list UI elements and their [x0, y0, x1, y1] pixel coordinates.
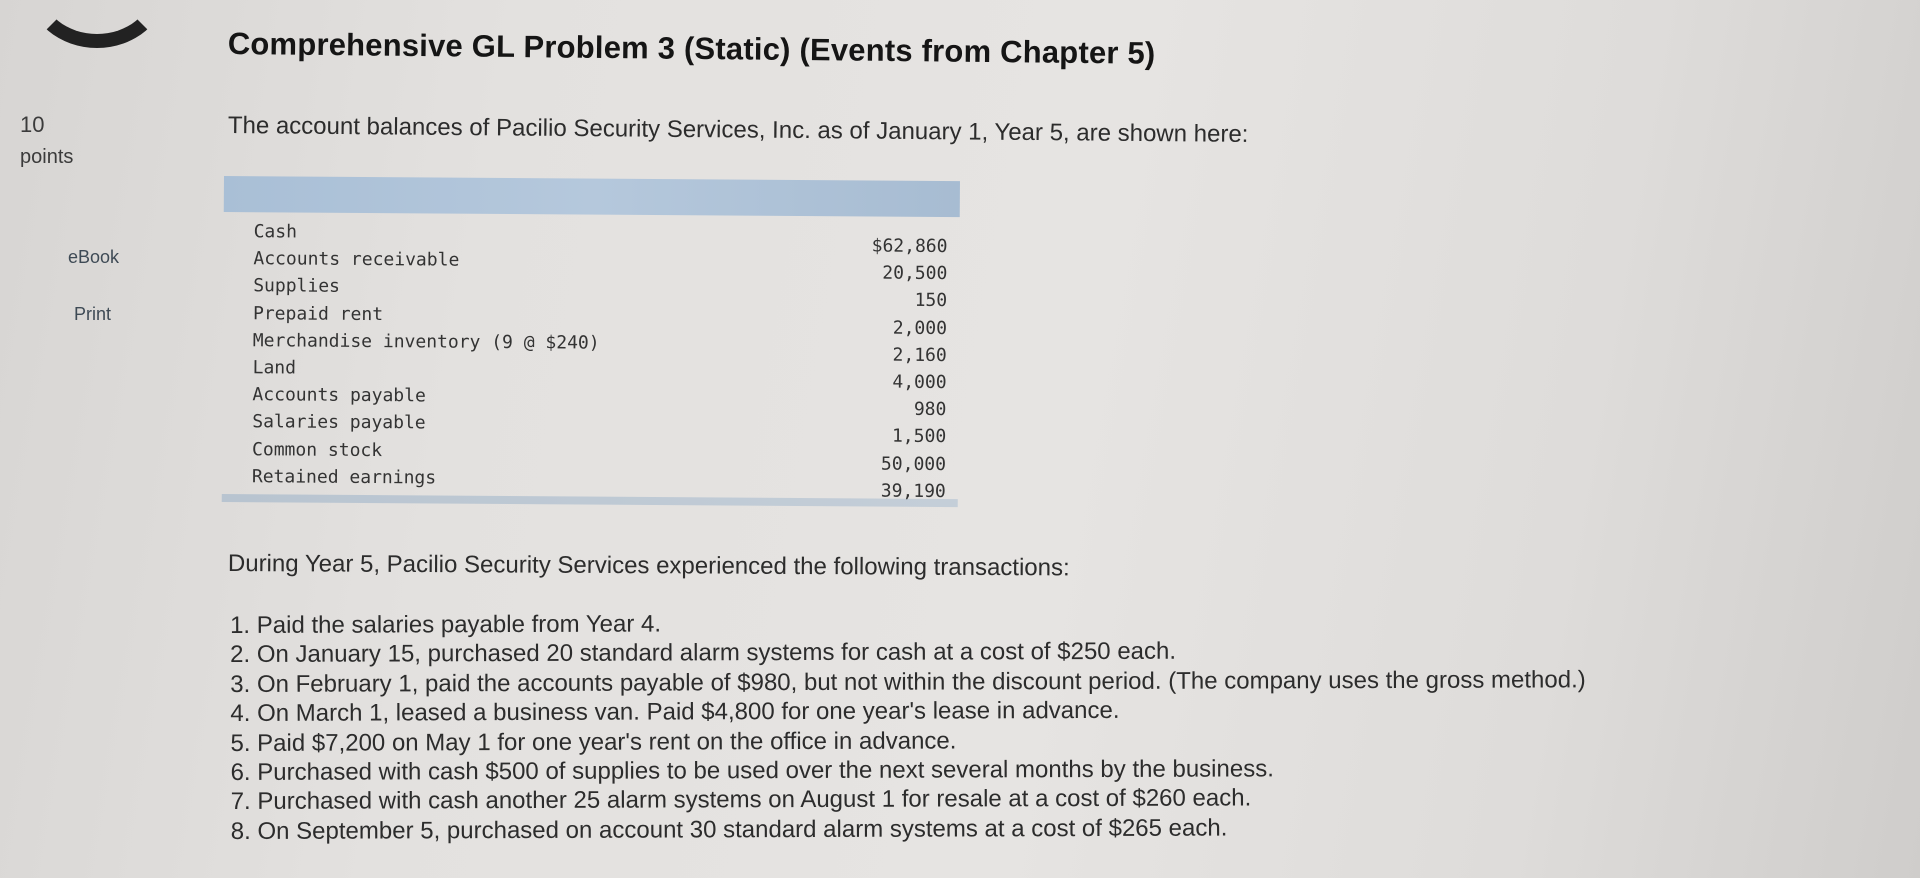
transactions-list — [230, 606, 1586, 846]
account-names-column — [252, 218, 601, 492]
account-value-cash: $62,860 — [871, 235, 948, 258]
account-name-salaries-payable: Salaries payable — [252, 411, 426, 434]
account-name-accounts-payable: Accounts payable — [252, 384, 426, 407]
transaction-item: 3. On February 1, paid the accounts payable of $980, but not within the discount period. (The company uses the gross method.) — [230, 666, 1586, 698]
points-value: 10 — [20, 112, 45, 137]
account-value-land: 4,000 — [892, 371, 947, 393]
account-name-retained-earnings: Retained earnings — [251, 465, 437, 489]
account-value-supplies: 150 — [914, 290, 948, 312]
transaction-item: 4. On March 1, leased a business van. Paid $4,800 for one year's lease in advance. — [230, 697, 1120, 728]
transaction-item: 1. Paid the salaries payable from Year 4. — [230, 610, 662, 639]
left-rail — [0, 0, 200, 878]
account-value-salaries-payable: 1,500 — [891, 425, 947, 448]
table-header-bar — [224, 176, 960, 217]
transactions-intro: During Year 5, Pacilio Security Services experienced the following transactions: — [227, 550, 1070, 582]
account-name-supplies: Supplies — [253, 275, 341, 298]
problem-title: Comprehensive GL Problem 3 (Static) (Events from Chapter 5) — [227, 26, 1156, 71]
transaction-item: 7. Purchased with cash another 25 alarm systems on August 1 for resale at a cost of $260 each. — [230, 784, 1252, 816]
account-values-column — [870, 233, 948, 505]
account-value-common-stock: 50,000 — [880, 453, 947, 475]
account-value-accounts-receivable: 20,500 — [882, 262, 948, 285]
transaction-item: 2. On January 15, purchased 20 standard alarm systems for cash at a cost of $250 each. — [230, 638, 1177, 669]
transaction-item: 6. Purchased with cash $500 of supplies to be used over the next several months by the business. — [230, 755, 1274, 786]
account-balances-table — [222, 176, 960, 507]
ebook-link[interactable]: eBook — [68, 247, 120, 267]
account-value-retained-earnings: 39,190 — [880, 480, 946, 502]
print-link[interactable]: Print — [74, 304, 112, 324]
question-number-arc-icon — [28, 0, 166, 48]
account-name-prepaid-rent: Prepaid rent — [252, 302, 384, 325]
table-body — [222, 212, 960, 502]
account-value-accounts-payable: 980 — [913, 398, 947, 421]
account-name-cash: Cash — [253, 221, 298, 243]
intro-text: The account balances of Pacilio Security Services, Inc. as of January 1, Year 5, are shown here: — [227, 112, 1249, 148]
account-value-prepaid-rent: 2,000 — [892, 317, 948, 339]
points-label: points — [20, 146, 74, 168]
transaction-item: 8. On September 5, purchased on account 30 standard alarm systems at a cost of $265 each. — [230, 814, 1228, 845]
account-name-common-stock: Common stock — [252, 438, 383, 461]
account-value-merchandise-inventory: 2,160 — [892, 344, 947, 366]
account-name-accounts-receivable: Accounts receivable — [253, 248, 460, 271]
transaction-item: 5. Paid $7,200 on May 1 for one year's rent on the office in advance. — [230, 727, 957, 757]
account-name-merchandise-inventory: Merchandise inventory (9 @ $240) — [252, 329, 600, 354]
account-name-land: Land — [252, 357, 297, 379]
